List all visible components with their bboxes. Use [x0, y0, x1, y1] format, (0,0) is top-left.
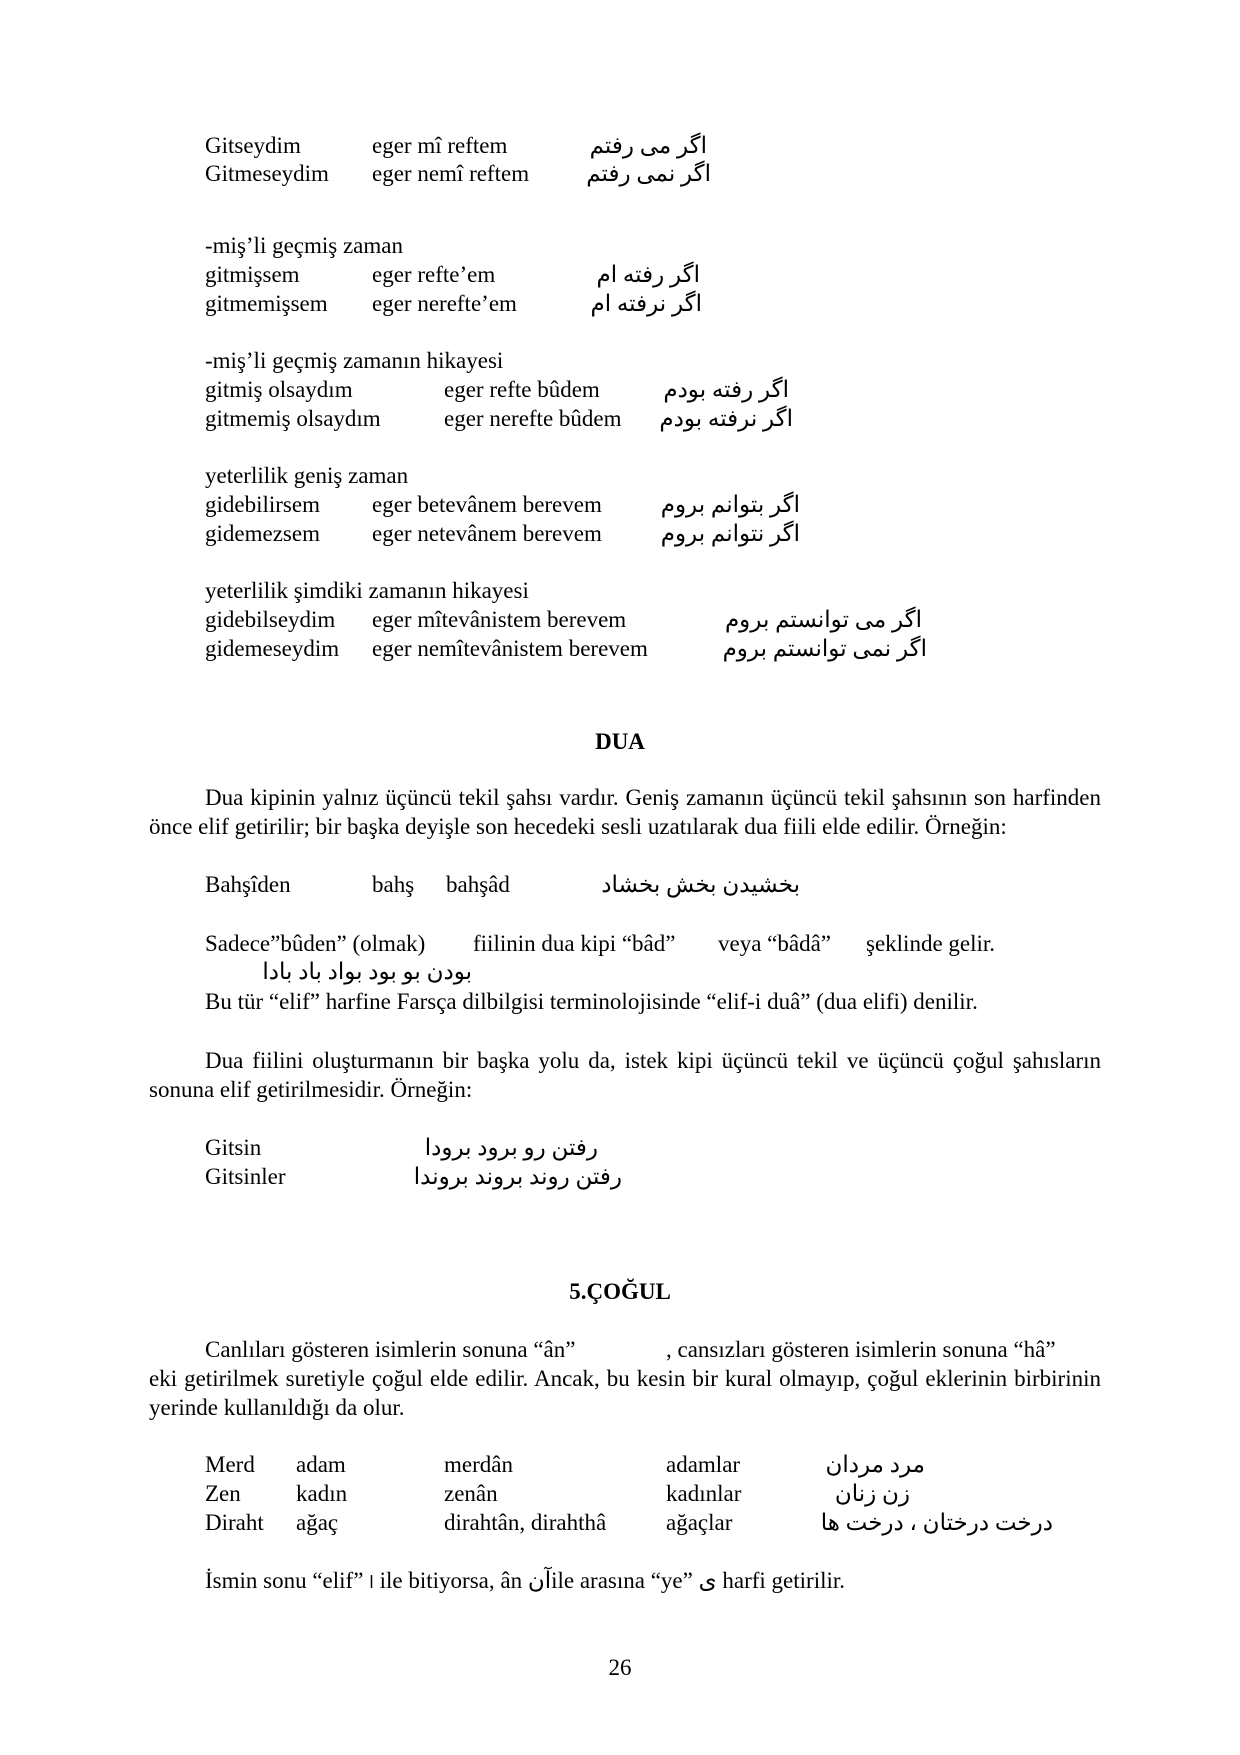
row-translit: eger betevânem berevem	[372, 492, 602, 517]
example-word: Gitsinler	[205, 1164, 286, 1189]
example-word: bahş	[372, 872, 415, 897]
row-translit: eger mîtevânistem berevem	[372, 607, 627, 632]
sadece-part-d: şeklinde gelir.	[866, 931, 996, 956]
row-farsi: اگر نرفته بودم	[659, 406, 793, 431]
dua-paragraph-1	[149, 784, 1101, 841]
row-farsi: اگر نمی توانستم بروم	[722, 636, 927, 661]
cogul-paragraph	[149, 1365, 1101, 1422]
row-tr: gidebilirsem	[205, 492, 320, 517]
cell-plural-meaning: kadınlar	[666, 1481, 742, 1506]
row-tr: gidemezsem	[205, 521, 320, 546]
row-farsi: اگر بتوانم بروم	[660, 492, 800, 517]
cell-script: زن زنان	[834, 1481, 910, 1506]
cell-script: درخت درختان ، درخت ها	[820, 1510, 1053, 1535]
section-heading: -miş’li geçmiş zaman	[205, 233, 403, 258]
example-farsi: بخشیدن بخش بخشاد	[601, 872, 800, 897]
row-translit: eger nerefte’em	[372, 291, 517, 316]
elif-note: Bu tür “elif” harfine Farsça dilbilgisi terminolojisinde “elif-i duâ” (dua elifi) denilir.	[205, 989, 978, 1014]
row-tr: gitmemişsem	[205, 291, 328, 316]
row-tr: Gitmeseydim	[205, 161, 329, 186]
cell-plural: dirahtân, dirahthâ	[444, 1510, 607, 1535]
row-translit: eger nemîtevânistem berevem	[372, 636, 648, 661]
paragraph-text: Dua fiilini oluşturmanın bir başka yolu da, istek kipi üçüncü tekil ve üçüncü çoğul şahısların sonuna elif getirilmesidir. Örneğin:	[149, 1048, 1101, 1102]
example-farsi: رفتن رو برود برودا	[424, 1135, 598, 1160]
row-translit: eger refte bûdem	[444, 377, 600, 402]
sadece-part-c: veya “bâdâ”	[718, 931, 832, 956]
example-farsi: رفتن روند بروند بروندا	[413, 1164, 622, 1189]
page-number: 26	[608, 1655, 632, 1680]
section-title-cogul: 5.ÇOĞUL	[569, 1279, 671, 1304]
sadece-part-a: Sadece”bûden” (olmak)	[205, 931, 426, 956]
cell-word: Zen	[205, 1481, 241, 1506]
row-tr: gidemeseydim	[205, 636, 340, 661]
cell-meaning: adam	[296, 1452, 346, 1477]
final-note-part: ile bitiyorsa, ân	[379, 1568, 523, 1593]
final-note-part: harfi getirilir.	[722, 1568, 846, 1593]
final-note	[205, 1567, 845, 1597]
cell-word: Diraht	[205, 1510, 264, 1535]
row-farsi: اگر نرفته ام	[590, 291, 702, 316]
cell-plural: merdân	[444, 1452, 513, 1477]
row-translit: eger refte’em	[372, 262, 496, 287]
paragraph-text: eki getirilmek suretiyle çoğul elde edilir. Ancak, bu kesin bir kural olmayıp, çoğul eklerinin birbirinin yerinde kullanıldığı da olur.	[149, 1366, 1101, 1420]
section-title-dua: DUA	[595, 729, 645, 754]
sadece-part-b: fiilinin dua kipi “bâd”	[473, 931, 676, 956]
row-translit: eger netevânem berevem	[372, 521, 602, 546]
section-heading: -miş’li geçmiş zamanın hikayesi	[205, 348, 504, 373]
row-farsi: اگر رفته بودم	[663, 377, 789, 402]
letter-alef: ا	[369, 1573, 374, 1592]
cell-script: مرد مردان	[825, 1452, 925, 1477]
row-tr: gitmiş olsaydım	[205, 377, 353, 402]
section-heading: yeterlilik şimdiki zamanın hikayesi	[205, 578, 529, 603]
cell-meaning: ağaç	[296, 1510, 339, 1535]
row-tr: Gitseydim	[205, 133, 301, 158]
row-farsi: اگر رفته ام	[596, 262, 700, 287]
row-translit: eger nerefte bûdem	[444, 406, 622, 431]
letter-ye: ی	[698, 1568, 717, 1593]
row-translit: eger nemî reftem	[372, 161, 530, 186]
suffix-an: آن	[527, 1568, 552, 1593]
paragraph-text: Dua kipinin yalnız üçüncü tekil şahsı vardır. Geniş zamanın üçüncü tekil şahsının son harfinden önce elif getirilir; bir başka deyişle son hecedeki sesli uzatılarak dua fiili elde edilir. Örneğin:	[149, 785, 1101, 839]
row-farsi: اگر می رفتم	[589, 133, 707, 158]
cell-plural-meaning: ağaçlar	[666, 1510, 733, 1535]
sadece-farsi: بودن بو بود بواد باد بادا	[262, 959, 472, 984]
row-translit: eger mî reftem	[372, 133, 508, 158]
cogul-para-part-b: , cansızları gösteren isimlerin sonuna “hâ”	[666, 1337, 1056, 1362]
final-note-part: İsmin sonu “elif”	[205, 1568, 364, 1593]
example-word: Gitsin	[205, 1135, 262, 1160]
row-farsi: اگر نتوانم بروم	[660, 521, 800, 546]
cell-plural: zenân	[444, 1481, 498, 1506]
row-tr: gitmemiş olsaydım	[205, 406, 381, 431]
cell-plural-meaning: adamlar	[666, 1452, 741, 1477]
cogul-para-part-a: Canlıları gösteren isimlerin sonuna “ân”	[205, 1337, 576, 1362]
row-farsi: اگر نمی رفتم	[586, 161, 711, 186]
section-heading: yeterlilik geniş zaman	[205, 463, 409, 488]
dua-paragraph-2	[149, 1047, 1101, 1104]
row-tr: gidebilseydim	[205, 607, 336, 632]
cell-meaning: kadın	[296, 1481, 348, 1506]
cell-word: Merd	[205, 1452, 255, 1477]
row-tr: gitmişsem	[205, 262, 300, 287]
example-word: bahşâd	[446, 872, 510, 897]
row-farsi: اگر می توانستم بروم	[724, 607, 922, 632]
final-note-part: ile arasına “ye”	[551, 1568, 693, 1593]
example-word: Bahşîden	[205, 872, 291, 897]
